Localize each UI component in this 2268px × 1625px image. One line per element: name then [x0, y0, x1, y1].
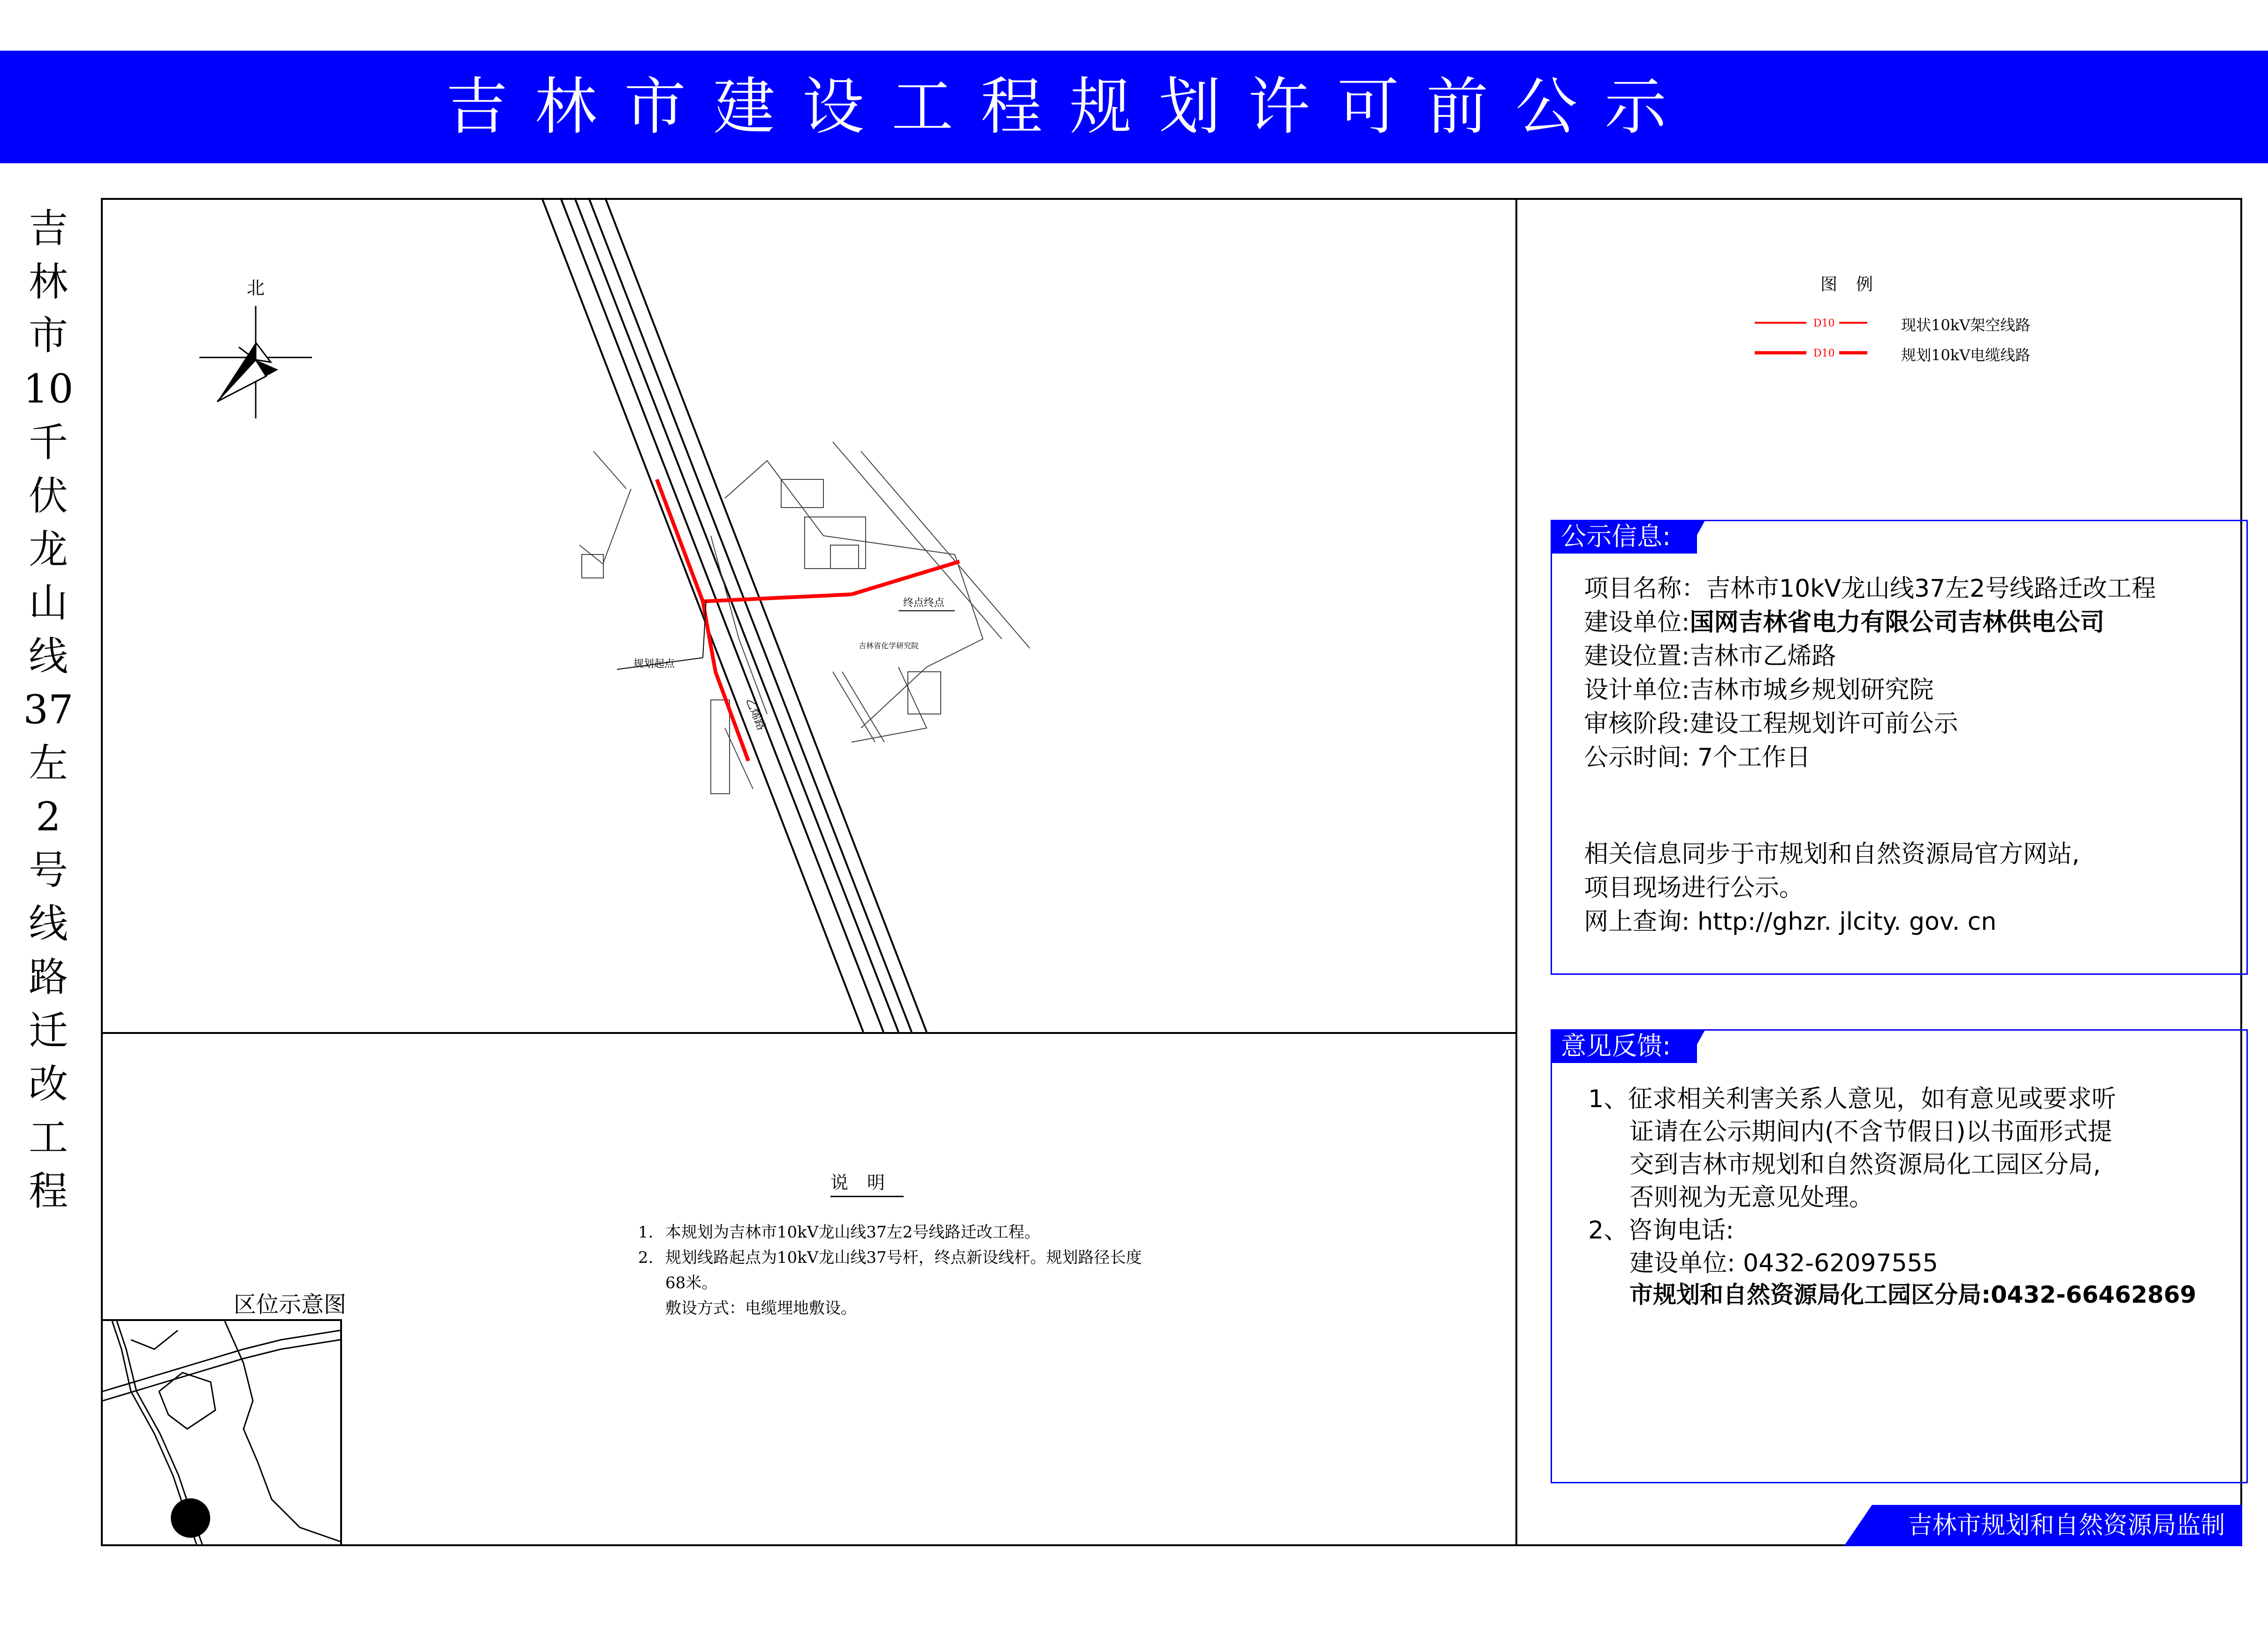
title-banner: [0, 51, 2268, 163]
feedback-item-1-line-4: 否则视为无意见处理。: [1629, 1184, 1874, 1212]
feedback-item-1-line-3: 交到吉林市规划和自然资源局化工园区分局,: [1629, 1151, 2101, 1179]
explanation-item-1: 1. 本规划为吉林市10kV龙山线37左2号线路迁改工程。: [638, 1223, 1041, 1242]
side-title-char: 改: [28, 1061, 68, 1107]
legend-existing-overhead: 现状10kV架空线路: [1901, 316, 2031, 334]
legend-title: 图例: [1820, 275, 1892, 294]
sync-note-1: 相关信息同步于市规划和自然资源局官方网站,: [1584, 840, 2080, 868]
end-point-label: 终点终点: [903, 597, 945, 609]
side-title-char: 吉: [28, 205, 68, 251]
side-title-char: 工: [28, 1115, 68, 1161]
feedback-item-2: 2、咨询电话:: [1588, 1216, 1734, 1245]
build-location: 建设位置:吉林市乙烯路: [1584, 642, 1836, 670]
builder-value: 国网吉林省电力有限公司吉林供电公司: [1690, 608, 2105, 637]
side-title-char: 路: [28, 954, 68, 1000]
frame-divider-vertical: [1515, 198, 1517, 1546]
explanation-item-2: 2. 规划线路起点为10kV龙山线37号杆，终点新设线杆。规划路径长度 68米。 敷设方式：电缆埋地敷设。: [638, 1248, 1142, 1318]
feedback-header: 意见反馈:: [1551, 1029, 1697, 1063]
notice-period: 公示时间: 7个工作日: [1584, 744, 1811, 772]
side-title-char: 左: [28, 740, 68, 786]
explanation-notes: [638, 1220, 1201, 1321]
feedback-item-1-line-1: 1、征求相关利害关系人意见，如有意见或要求听: [1588, 1085, 2116, 1113]
planned-cable-route: [657, 479, 959, 761]
side-title-char: 线: [28, 901, 68, 947]
north-label: 北: [246, 278, 265, 298]
start-point-label: 规划起点: [633, 658, 675, 670]
side-title-char: 千: [28, 419, 68, 465]
notice-header-corner: [1687, 520, 1705, 554]
side-title-char: 2: [36, 794, 61, 840]
side-title-char: 林: [28, 259, 68, 305]
explanation-title: 说明: [830, 1168, 904, 1197]
builder-line: [1584, 602, 2105, 638]
location-map: [101, 1319, 342, 1546]
feedback-item-1-line-2: 证请在公示期间内(不含节假日)以书面形式提: [1629, 1118, 2112, 1146]
site-features: [579, 442, 1030, 794]
side-title-char: 号: [28, 847, 68, 893]
project-location-marker: [171, 1498, 210, 1538]
phone-builder: 建设单位: 0432-62097555: [1629, 1249, 1938, 1277]
side-title-char: 山: [28, 580, 68, 626]
frame-divider-horizontal: [101, 1032, 1517, 1034]
review-stage: 审核阶段:建设工程规划许可前公示: [1584, 710, 1958, 738]
sync-note-2: 项目现场进行公示。: [1584, 874, 1804, 902]
legend-planned-cable: 规划10kV电缆线路: [1901, 346, 2031, 364]
site-plan-map: [101, 198, 1515, 1032]
page-title: 吉林市建设工程规划许可前公示: [446, 71, 1694, 143]
north-arrow-icon: [199, 278, 312, 418]
side-title: [18, 202, 79, 1218]
side-title-char: 龙: [28, 526, 68, 572]
location-map-drawing: [103, 1321, 340, 1544]
location-map-label: 区位示意图: [234, 1291, 347, 1318]
supervisor-label: 吉林市规划和自然资源局监制: [1908, 1511, 2225, 1540]
builder-label: 建设单位:: [1584, 608, 1690, 637]
legend-code-1: D10: [1813, 318, 1835, 329]
side-title-char: 程: [28, 1168, 68, 1214]
road-label: 乙烯路: [743, 696, 769, 733]
feedback-header-corner: [1687, 1029, 1705, 1063]
side-title-char: 线: [28, 633, 68, 679]
phone-bureau: 市规划和自然资源局化工园区分局:0432-66462869: [1629, 1281, 2197, 1308]
legend-code-2: D10: [1813, 348, 1835, 359]
legend-swatches: [1755, 314, 1895, 359]
side-title-char: 伏: [28, 473, 68, 519]
institute-label: 吉林省化学研究院: [859, 641, 919, 650]
website-link[interactable]: 网上查询: http://ghzr. jlcity. gov. cn: [1584, 908, 1997, 936]
side-title-char: 迁: [28, 1008, 68, 1054]
design-unit: 设计单位:吉林市城乡规划研究院: [1584, 676, 1934, 704]
side-title-char: 市: [28, 312, 68, 358]
notice-header: 公示信息:: [1551, 520, 1697, 554]
side-title-char: 10: [23, 366, 74, 412]
side-title-char: 37: [23, 687, 74, 733]
project-name: 项目名称：吉林市10kV龙山线37左2号线路迁改工程: [1584, 575, 2156, 603]
main-road: [542, 198, 927, 1032]
